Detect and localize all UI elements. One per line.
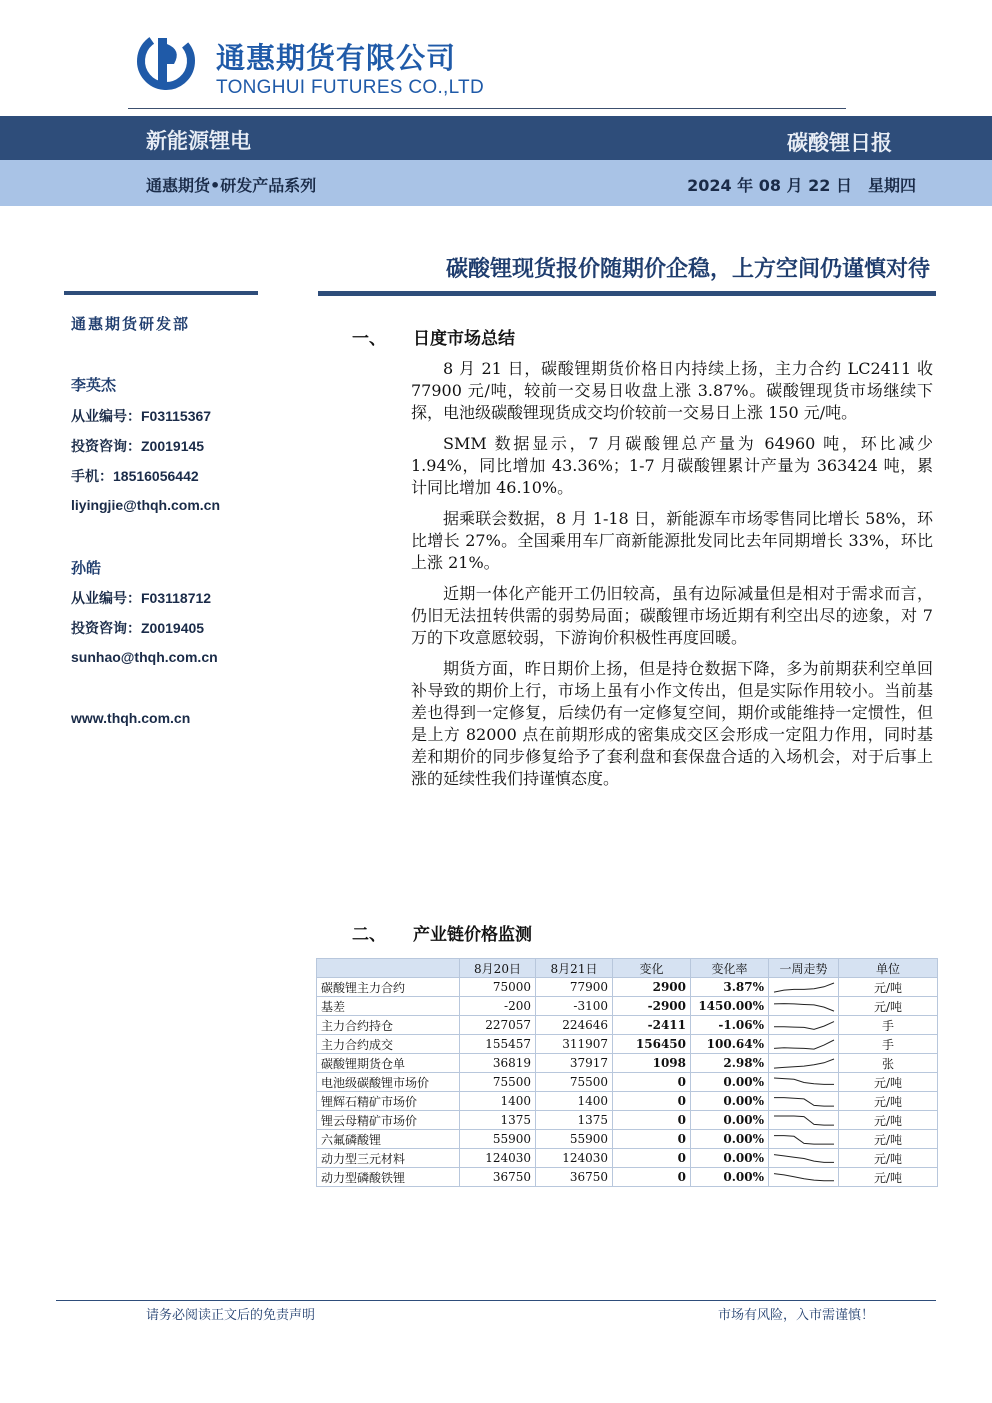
footer-rule [56, 1300, 936, 1301]
value-aug20: -200 [460, 997, 536, 1016]
table-row [317, 1054, 938, 1073]
price-table [316, 958, 938, 1187]
analyst-phone: 手机：18516056442 [71, 468, 199, 484]
section-number: 二、 [352, 925, 386, 945]
change-rate: 0.00% [691, 1092, 769, 1111]
section-number: 一、 [352, 329, 386, 349]
value-aug21: 55900 [536, 1130, 613, 1149]
row-label: 碳酸锂期货仓单 [317, 1054, 460, 1073]
value-aug21: 1375 [536, 1111, 613, 1130]
section-title: 产业链价格监测 [413, 925, 532, 945]
unit-cell: 元/吨 [839, 1073, 938, 1092]
weekly-trend-sparkline [769, 1054, 839, 1073]
department-name: 通惠期货研发部 [71, 315, 191, 333]
weekly-trend-sparkline [769, 1035, 839, 1054]
weekly-trend-sparkline [769, 978, 839, 997]
paragraph: 8 月 21 日，碳酸锂期货价格日内持续上扬，主力合约 LC2411 收 77900 元/吨，较前一交易日收盘上涨 3.87%。碳酸锂现货市场继续下探，电池级碳酸锂现货成交均价较前一交易日上涨 150 元/吨。 [411, 359, 933, 422]
value-aug21: 75500 [536, 1073, 613, 1092]
analyst-consult-id: 投资咨询：Z0019405 [71, 620, 205, 636]
value-aug20: 75500 [460, 1073, 536, 1092]
table-row [317, 978, 938, 997]
website-link[interactable]: www.thqh.com.cn [71, 710, 191, 726]
value-aug21: 77900 [536, 978, 613, 997]
change-value: 0 [613, 1130, 691, 1149]
value-aug20: 1375 [460, 1111, 536, 1130]
analyst-name: 李英杰 [71, 376, 117, 394]
column-header: 一周走势 [769, 959, 839, 978]
change-rate: 0.00% [691, 1073, 769, 1092]
table-row [317, 1111, 938, 1130]
weekly-trend-sparkline [769, 1130, 839, 1149]
header-divider [128, 108, 846, 109]
header-band [0, 116, 992, 160]
table-row [317, 1035, 938, 1054]
row-label: 动力型三元材料 [317, 1149, 460, 1168]
change-rate: 0.00% [691, 1130, 769, 1149]
trend-line [774, 1116, 834, 1125]
value-aug20: 55900 [460, 1130, 536, 1149]
weekly-trend-sparkline [769, 1073, 839, 1092]
value-aug20: 1400 [460, 1092, 536, 1111]
weekly-trend-sparkline [769, 1092, 839, 1111]
sidebar-rule [64, 291, 258, 295]
table-row [317, 1149, 938, 1168]
row-label: 六氟磷酸锂 [317, 1130, 460, 1149]
weekly-trend-sparkline [769, 1016, 839, 1035]
category-label: 新能源锂电 [146, 129, 251, 153]
change-value: 0 [613, 1073, 691, 1092]
date-text: 2024 年 08 月 22 日 [687, 176, 852, 195]
risk-warning: 市场有风险，入市需谨慎！ [717, 1308, 874, 1323]
change-rate: 2.98% [691, 1054, 769, 1073]
unit-cell: 手 [839, 1016, 938, 1035]
trend-line [774, 1003, 834, 1011]
unit-cell: 元/吨 [839, 1168, 938, 1187]
change-value: 0 [613, 1092, 691, 1111]
analyst-email: sunhao@thqh.com.cn [71, 649, 218, 665]
table-row [317, 1092, 938, 1111]
trend-line [774, 1040, 834, 1049]
company-logo-icon [136, 30, 196, 92]
column-header [317, 959, 460, 978]
unit-cell: 元/吨 [839, 1149, 938, 1168]
weekly-trend-sparkline [769, 997, 839, 1016]
change-rate: 100.64% [691, 1035, 769, 1054]
trend-line [774, 1059, 834, 1068]
value-aug21: 37917 [536, 1054, 613, 1073]
value-aug20: 227057 [460, 1016, 536, 1035]
table-row [317, 1016, 938, 1035]
weekday-text: 星期四 [867, 176, 916, 195]
analyst-email: liyingjie@thqh.com.cn [71, 497, 220, 513]
paragraph: 据乘联会数据，8 月 1-18 日，新能源车市场零售同比增长 58%，环比增长 27%。全国乘用车厂商新能源批发同比去年同期增长 33%，环比上涨 21%。 [411, 509, 933, 572]
value-aug21: 311907 [536, 1035, 613, 1054]
change-rate: 1450.00% [691, 997, 769, 1016]
change-rate: 0.00% [691, 1111, 769, 1130]
row-label: 基差 [317, 997, 460, 1016]
value-aug20: 36750 [460, 1168, 536, 1187]
change-value: 2900 [613, 978, 691, 997]
row-label: 动力型磷酸铁锂 [317, 1168, 460, 1187]
page-title: 碳酸锂现货报价随期价企稳，上方空间仍谨慎对待 [445, 256, 930, 282]
weekly-trend-sparkline [769, 1149, 839, 1168]
series-label: 通惠期货•研发产品系列 [146, 176, 317, 195]
value-aug20: 36819 [460, 1054, 536, 1073]
paragraph: 近期一体化产能开工仍旧较高，虽有边际减量但是相对于需求而言，仍旧无法扭转供需的弱势局面；碳酸锂市场近期有利空出尽的迹象，对 7 万的下攻意愿较弱，下游询价积极性再度回暖。 [411, 584, 933, 647]
column-header: 8月21日 [536, 959, 613, 978]
report-type-label: 碳酸锂日报 [787, 131, 892, 155]
table-row [317, 997, 938, 1016]
unit-cell: 元/吨 [839, 1092, 938, 1111]
value-aug21: 1400 [536, 1092, 613, 1111]
trend-line [774, 983, 834, 992]
trend-line [774, 1154, 834, 1162]
weekly-trend-sparkline [769, 1168, 839, 1187]
table-row [317, 1073, 938, 1092]
value-aug20: 155457 [460, 1035, 536, 1054]
change-rate: 0.00% [691, 1168, 769, 1187]
column-header: 8月20日 [460, 959, 536, 978]
change-value: 1098 [613, 1054, 691, 1073]
value-aug21: -3100 [536, 997, 613, 1016]
trend-line [774, 1097, 834, 1106]
row-label: 主力合约成交 [317, 1035, 460, 1054]
unit-cell: 手 [839, 1035, 938, 1054]
table-row [317, 1130, 938, 1149]
value-aug21: 224646 [536, 1016, 613, 1035]
unit-cell: 元/吨 [839, 978, 938, 997]
row-label: 主力合约持仓 [317, 1016, 460, 1035]
title-rule [318, 291, 936, 296]
value-aug21: 36750 [536, 1168, 613, 1187]
paragraph: SMM 数据显示，7 月碳酸锂总产量为 64960 吨，环比减少 1.94%，同比增加 43.36%；1-7 月碳酸锂累计产量为 363424 吨，累计同比增加 46.10%。 [411, 434, 933, 497]
column-header: 变化率 [691, 959, 769, 978]
unit-cell: 张 [839, 1054, 938, 1073]
company-name-cn: 通惠期货有限公司 [216, 41, 457, 75]
trend-line [774, 1078, 834, 1084]
change-value: 0 [613, 1168, 691, 1187]
change-value: -2900 [613, 997, 691, 1016]
row-label: 锂云母精矿市场价 [317, 1111, 460, 1130]
trend-line [774, 1173, 834, 1180]
unit-cell: 元/吨 [839, 1130, 938, 1149]
value-aug21: 124030 [536, 1149, 613, 1168]
column-header: 单位 [839, 959, 938, 978]
row-label: 锂辉石精矿市场价 [317, 1092, 460, 1111]
trend-line [774, 1135, 834, 1144]
paragraph: 期货方面，昨日期价上扬，但是持仓数据下降，多为前期获利空单回补导致的期价上行，市场上虽有小作文传出，但是实际作用较小。当前基差也得到一定修复，后续仍有一定修复空间，期价或能维持一定惯性，但是上方 82000 点在前期形成的密集成交区会形成一定阻力作用，同时基差和期价的同步修复给予了套利盘和套保盘合适的入场机会，对于后事上涨的延续性我们持谨慎态度。 [411, 659, 933, 788]
change-value: -2411 [613, 1016, 691, 1035]
company-name-en: TONGHUI FUTURES CO.,LTD [216, 77, 484, 98]
market-summary [411, 358, 933, 799]
change-rate: 3.87% [691, 978, 769, 997]
disclaimer-note: 请务必阅读正文后的免责声明 [146, 1308, 316, 1323]
change-rate: -1.06% [691, 1016, 769, 1035]
analyst-name: 孙皓 [71, 559, 102, 577]
unit-cell: 元/吨 [839, 1111, 938, 1130]
table-row [317, 1168, 938, 1187]
report-date [687, 173, 916, 196]
analyst-consult-id: 投资咨询：Z0019145 [71, 438, 205, 454]
trend-line [774, 1021, 834, 1029]
weekly-trend-sparkline [769, 1111, 839, 1130]
row-label: 电池级碳酸锂市场价 [317, 1073, 460, 1092]
value-aug20: 75000 [460, 978, 536, 997]
section-title: 日度市场总结 [413, 329, 515, 349]
change-value: 156450 [613, 1035, 691, 1054]
analyst-license: 从业编号：F03118712 [71, 590, 212, 606]
column-header: 变化 [613, 959, 691, 978]
subheader-band [0, 160, 992, 206]
analyst-license: 从业编号：F03115367 [71, 408, 212, 424]
change-value: 0 [613, 1149, 691, 1168]
table-header-row [317, 959, 938, 978]
unit-cell: 元/吨 [839, 997, 938, 1016]
change-rate: 0.00% [691, 1149, 769, 1168]
change-value: 0 [613, 1111, 691, 1130]
row-label: 碳酸锂主力合约 [317, 978, 460, 997]
value-aug20: 124030 [460, 1149, 536, 1168]
